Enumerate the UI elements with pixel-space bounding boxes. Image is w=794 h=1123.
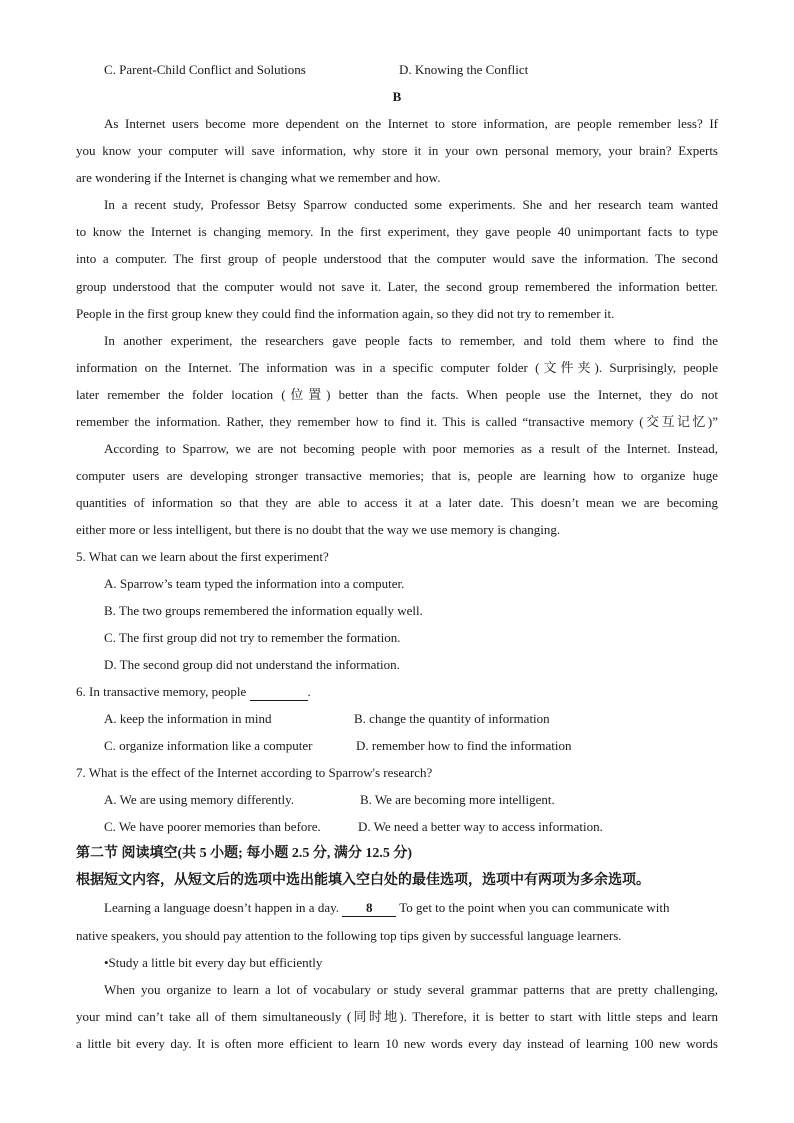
- passage-line: In another experiment, the researchers gave people facts to remember, and told them where to find the: [104, 333, 718, 348]
- option-c: C. Parent-Child Conflict and Solutions: [104, 62, 306, 77]
- paragraph-text: To get to the point when you can communicate with: [399, 900, 670, 915]
- passage-line: group understood that the computer would not save it. Later, the second group remembered the information better.: [76, 279, 718, 294]
- section-instruction: 根据短文内容，从短文后的选项中选出能填入空白处的最佳选项，选项中有两项为多余选项。: [76, 873, 650, 888]
- paragraph-line: When you organize to learn a lot of vocabulary or study several grammar patterns that are pretty challenging,: [104, 982, 718, 997]
- option-a: A. keep the information in mind: [104, 711, 272, 726]
- passage-line: to know the Internet is changing memory. In the first experiment, they gave people 40 unimportant facts to type: [76, 224, 718, 239]
- answer-blank: [250, 684, 308, 701]
- passage-line: computer users are developing stronger transactive memories; that is, people are learning how to organize huge: [76, 468, 718, 483]
- paragraph-line: [104, 900, 718, 917]
- option-b: B. We are becoming more intelligent.: [360, 792, 555, 807]
- tip-heading: •Study a little bit every day but efficiently: [104, 955, 323, 970]
- passage-line: are wondering if the Internet is changing what we remember and how.: [76, 170, 441, 185]
- paragraph-line: native speakers, you should pay attention to the following top tips given by successful language learners.: [76, 928, 622, 943]
- option-b: B. change the quantity of information: [354, 711, 550, 726]
- question-stem: 5. What can we learn about the first experiment?: [76, 549, 329, 564]
- stem-end: .: [307, 684, 311, 699]
- option-c: C. The first group did not try to remember the formation.: [104, 630, 401, 645]
- paragraph-line: a little bit every day. It is often more efficient to learn 10 new words every day instead of learning 100 new words: [76, 1036, 718, 1051]
- option-d: D. remember how to find the information: [356, 738, 572, 753]
- stem-text: 6. In transactive memory, people: [76, 684, 247, 699]
- option-d: D. We need a better way to access information.: [358, 819, 603, 834]
- question-stem: [76, 684, 718, 701]
- option-a: A. Sparrow’s team typed the information into a computer.: [104, 576, 405, 591]
- passage-label: B: [392, 89, 402, 104]
- passage-line: As Internet users become more dependent on the Internet to store information, are people remember less? If: [104, 116, 718, 131]
- passage-line: In a recent study, Professor Betsy Sparrow conducted some experiments. She and her research team wanted: [104, 197, 718, 212]
- question-stem: 7. What is the effect of the Internet according to Sparrow's research?: [76, 765, 433, 780]
- paragraph-text: Learning a language doesn’t happen in a day.: [104, 900, 339, 915]
- answer-blank-8: 8: [342, 900, 396, 917]
- option-c: C. We have poorer memories than before.: [104, 819, 321, 834]
- section-title: 第二节 阅读填空(共 5 小题; 每小题 2.5 分, 满分 12.5 分): [76, 846, 412, 861]
- passage-line: quantities of information so that they are able to access it at a later date. This doesn’t mean we are becoming: [76, 495, 718, 510]
- passage-line: People in the first group knew they could find the information again, so they did not try to remember it.: [76, 306, 615, 321]
- passage-line: According to Sparrow, we are not becoming people with poor memories as a result of the Internet. Instead,: [104, 441, 718, 456]
- option-d: D. The second group did not understand the information.: [104, 657, 400, 672]
- passage-line: information on the Internet. The information was in a specific computer folder (文件夹). Surprisingly, people: [76, 360, 718, 375]
- passage-line: later remember the folder location (位置) better than the facts. When people use the Internet, they do not: [76, 387, 718, 402]
- option-d: D. Knowing the Conflict: [399, 62, 529, 77]
- option-a: A. We are using memory differently.: [104, 792, 295, 807]
- passage-line: you know your computer will save information, why store it in your own personal memory, your brain? Experts: [76, 143, 718, 158]
- option-c: C. organize information like a computer: [104, 738, 313, 753]
- paragraph-line: your mind can’t take all of them simultaneously (同时地). Therefore, it is better to start with little steps and learn: [76, 1009, 718, 1024]
- passage-line: into a computer. The first group of people understood that the computer would save the information. The second: [76, 251, 718, 266]
- option-b: B. The two groups remembered the information equally well.: [104, 603, 423, 618]
- passage-line: remember the information. Rather, they remember how to find it. This is called “transactive memory (交互记忆)”: [76, 414, 718, 429]
- passage-line: either more or less intelligent, but there is no doubt that the way we use memory is changing.: [76, 522, 561, 537]
